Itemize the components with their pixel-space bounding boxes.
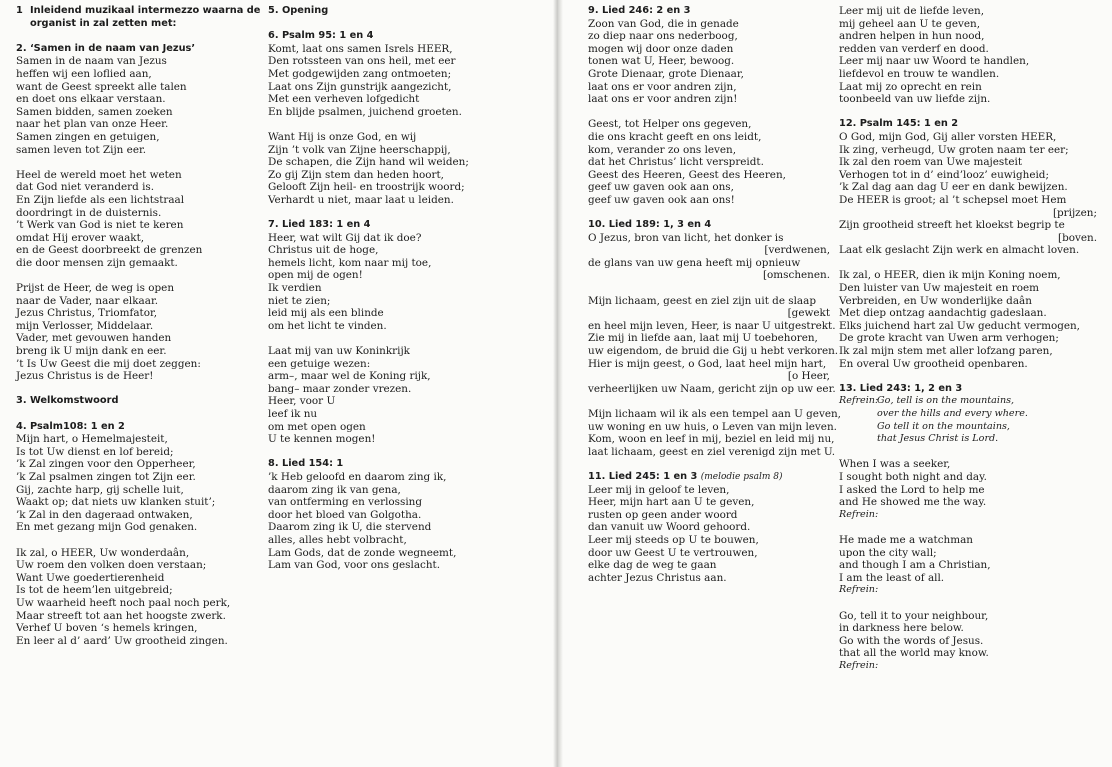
line: Laat mij zo oprecht en rein [839, 80, 982, 93]
section-6 [268, 30, 469, 206]
line: Samen in de naam van Jezus [16, 55, 167, 68]
line: Elks juichend hart zal Uw geducht vermogen, [839, 319, 1080, 332]
line: He made me a watchman [839, 533, 973, 546]
line: Verbreiden, en Uw wonderlijke daân [839, 294, 1032, 307]
page-fold [553, 0, 563, 767]
line: En Zijn liefde als een lichtstraal [16, 193, 185, 206]
line: upon the city wall; [839, 546, 937, 559]
verse [588, 232, 830, 282]
line: door uw Geest U te vertrouwen, [588, 546, 758, 559]
line: Go, tell it to your neighbour, [839, 609, 989, 622]
line: Daarom zing ik U, die stervend [268, 521, 432, 534]
line: in darkness here below. [839, 622, 964, 635]
line: and He showed me the way. [839, 496, 987, 509]
verse [268, 43, 469, 119]
line: breng ik U mijn dank en eer. [16, 345, 167, 358]
verse [588, 118, 830, 206]
line: Mijn lichaam, geest en ziel zijn uit de slaap [588, 294, 816, 307]
line: hemels licht, kom naar mij toe, [268, 256, 432, 269]
line: geef uw gaven ook aan ons! [588, 193, 735, 206]
line: [gewekt [787, 307, 830, 320]
line: Go with the words of Jesus. [839, 634, 984, 647]
line: ’k Zal zingen voor den Opperheer, [16, 458, 196, 471]
line: Geest des Heeren, Geest des Heeren, [588, 168, 786, 181]
section-title: 4. Psalm108: 1 en 2 [16, 420, 125, 432]
line: Go, tell is on the mountains, [877, 395, 1015, 407]
verse [268, 232, 469, 333]
line: Mijn lichaam wil ik als een tempel aan U geven, [588, 408, 841, 420]
line: that all the world may know. [839, 647, 989, 660]
line: ’k Zal in den dageraad ontwaken, [16, 508, 193, 521]
line: Ik zal mijn stem met aller lofzang paren, [839, 345, 1053, 358]
section-13 [839, 383, 1097, 673]
line: naar het plan van onze Heer. [16, 118, 169, 131]
verse [268, 471, 469, 572]
verse [839, 458, 1097, 508]
line: dan vanuit uw Woord gehoord. [588, 521, 751, 534]
line: [omschenen. [763, 269, 830, 282]
line: die door mensen zijn gemaakt. [16, 256, 178, 269]
refrain [839, 395, 1097, 445]
line: Kom, woon en leef in mij, beziel en leid mij nu, [588, 433, 835, 446]
line: omdat Hij erover waakt, [16, 231, 145, 244]
line: Is tot Uw dienst en lof bereid; [16, 445, 174, 458]
line: De grote kracht van Uwen arm verhogen; [839, 332, 1059, 345]
section-subtitle: (melodie psalm 8) [700, 471, 783, 482]
line: O Jezus, bron van licht, het donker is [588, 231, 784, 244]
line: Lam Gods, dat de zonde wegneemt, [268, 546, 457, 559]
line: en heel mijn leven, Heer, is naar U uitgestrekt. [588, 319, 836, 332]
line: Met een verheven lofgedicht [268, 93, 420, 106]
section-7 [268, 219, 469, 446]
line: De schapen, die Zijn hand wil weiden; [268, 156, 469, 169]
line: dat God niet veranderd is. [16, 181, 155, 194]
line: and though I am a Christian, [839, 559, 991, 572]
line: elke dag de weg te gaan [588, 559, 717, 572]
line: Heer, mijn hart aan U te geven, [588, 496, 755, 509]
line: Laat mij van uw Koninkrijk [268, 345, 410, 358]
verse [839, 534, 1097, 584]
line: Heer, wat wilt Gij dat ik doe? [268, 231, 422, 244]
line: Zoon van God, die in genade [588, 17, 739, 30]
line: Samen bidden, samen zoeken [16, 105, 173, 118]
line: en de Geest doorbreekt de grenzen [16, 244, 203, 257]
line: over the hills and every where. [877, 408, 1028, 419]
line: Den rotssteen van ons heil, met eer [268, 55, 456, 68]
verse [839, 131, 1097, 257]
line: mij geheel aan U te geven, [839, 17, 981, 30]
section-title: 11. Lied 245: 1 en 3 [588, 470, 698, 482]
line: Laat elk geslacht Zijn werk en almacht loven. [839, 244, 1080, 257]
lines [588, 319, 839, 370]
line: om het licht te vinden. [268, 319, 387, 332]
line: ’k Zal psalmen zingen tot Zijn eer. [16, 470, 196, 483]
line: Maar streeft tot aan het hoogste zwerk. [16, 609, 226, 622]
verse [588, 294, 839, 396]
line: arm–, maar wel de Koning rijk, [268, 370, 431, 383]
line: Is tot de heem’len uitgebreid; [16, 584, 173, 597]
section-12 [839, 118, 1097, 370]
verse [268, 345, 469, 446]
line: Vader, met gevouwen handen [16, 332, 172, 345]
line: Verhogen tot in d’ eind’looz’ euwigheid; [839, 168, 1049, 181]
line: Zie mij in liefde aan, laat mij U toebehoren, [588, 332, 818, 345]
line: ’t Is Uw Geest die mij doet zeggen: [16, 357, 201, 370]
column-4 [839, 5, 1097, 672]
line: I am the least of all. [839, 571, 945, 584]
section-8 [268, 458, 469, 571]
line: Ik verdien [268, 282, 322, 295]
line: tonen wat U, Heer, bewoog. [588, 55, 735, 68]
line: When I was a seeker, [839, 458, 951, 471]
verse [16, 169, 260, 270]
line: U te kennen mogen! [268, 433, 376, 446]
line: alles, alles hebt volbracht, [268, 533, 407, 546]
line: [verdwenen, [764, 244, 830, 257]
line: Samen zingen en getuigen, [16, 130, 160, 143]
column-3 [588, 5, 841, 584]
line: door het bloed van Golgotha. [268, 508, 422, 521]
line: Verhef U boven ‘s hemels kringen, [16, 622, 198, 635]
verse [588, 18, 830, 106]
line: andren helpen in hun nood, [839, 30, 985, 43]
line: Uw roem den volken doen verstaan; [16, 559, 207, 572]
line: laat ons er voor andren zijn, [588, 80, 737, 93]
line: die ons kracht geeft en ons leidt, [588, 130, 762, 143]
line: Want Uwe goedertierenheid [16, 571, 165, 584]
line: Ik zing, verheugd, Uw groten naam ter eer; [839, 143, 1069, 156]
refrain-label: Refrein: [839, 508, 879, 520]
line: van ontferming en verlossing [268, 496, 423, 509]
verse [16, 433, 260, 534]
line: liefdevol en trouw te wandlen. [839, 67, 1000, 80]
line: Zijn ’t volk van Zijne heerschappij, [268, 143, 451, 156]
line: I sought both night and day. [839, 470, 987, 483]
line: want de Geest spreekt alle talen [16, 80, 187, 93]
line: bang– maar zonder vrezen. [268, 382, 412, 395]
line: Komt, laat ons samen Isrels HEER, [268, 42, 453, 55]
line: redden van verderf en dood. [839, 42, 989, 55]
line: niet te zien; [268, 294, 331, 307]
verse [16, 55, 260, 156]
section-title: Inleidend muzikaal intermezzo waarna de [30, 5, 261, 16]
line: Gelooft Zijn heil- en troostrijk woord; [268, 181, 465, 194]
line: Hier is mijn geest, o God, laat heel mijn hart, [588, 357, 827, 370]
line: en doet ons elkaar verstaan. [16, 93, 166, 106]
section-title: 10. Lied 189: 1, 3 en 4 [588, 219, 712, 231]
line: ’k Heb geloofd en daarom zing ik, [268, 470, 447, 483]
line: [prijzen; [1052, 206, 1097, 219]
line: Gij, zachte harp, gij schelle luit, [16, 483, 184, 496]
line: Ik zal, o HEER, dien ik mijn Koning noem, [839, 269, 1061, 282]
line: Leer mij steeds op U te bouwen, [588, 533, 759, 546]
line: een getuige wezen: [268, 357, 371, 370]
line: toonbeeld van uw liefde zijn. [839, 93, 991, 106]
line: Heer, voor U [268, 395, 336, 408]
line: laat lichaam, geest en ziel verenigd zijn met U. [588, 445, 836, 458]
line: Leer mij naar uw Woord te handlen, [839, 55, 1030, 68]
section-title: 6. Psalm 95: 1 en 4 [268, 30, 374, 42]
section-4 [16, 421, 260, 648]
line: Den luister van Uw majesteit en roem [839, 282, 1039, 295]
line: Uw waarheid heeft noch paal noch perk, [16, 596, 231, 609]
line: mijn Verlosser, Middelaar. [16, 319, 154, 332]
section-title: 7. Lied 183: 1 en 4 [268, 219, 371, 231]
line: Met diep ontzag aandachtig gadeslaan. [839, 307, 1047, 320]
line: Ik zal, o HEER, Uw wonderdaân, [16, 546, 190, 559]
line: Lam van God, voor ons geslacht. [268, 559, 440, 572]
line: naar de Vader, naar elkaar. [16, 294, 159, 307]
line: laat ons er voor andren zijn! [588, 93, 738, 106]
line: Waakt op; dat niets uw klanken stuit’; [16, 496, 216, 509]
line: Met godgewijden zang ontmoeten; [268, 67, 452, 80]
verse [588, 408, 841, 458]
line: Zijn grootheid streeft het kloekst begrip te [839, 219, 1065, 232]
line: daarom zing ik van gena, [268, 483, 401, 496]
line: mogen wij door onze daden [588, 42, 734, 55]
line: leef ik nu [268, 408, 318, 420]
section-5-title: 5. Opening [268, 5, 329, 16]
line: Laat ons Zijn gunstrijk aangezicht, [268, 80, 452, 93]
verse [588, 484, 830, 585]
line: samen leven tot Zijn eer. [16, 143, 147, 156]
line: heffen wij een loflied aan, [16, 67, 152, 80]
verse [16, 547, 260, 648]
section-3-title: 3. Welkomstwoord [16, 395, 119, 407]
line: verheerlijken uw Naam, gericht zijn op uw eer. [588, 382, 836, 395]
line: uw eigendom, de bruid die Gij u hebt verkoren. [588, 345, 839, 358]
line: de glans van uw gena heeft mij opnieuw [588, 256, 801, 269]
line: Jezus Christus is de Heer! [16, 370, 154, 383]
line: O God, mijn God, Gij aller vorsten HEER, [839, 130, 1057, 143]
line: rusten op geen ander woord [588, 508, 738, 521]
section-title: 13. Lied 243: 1, 2 en 3 [839, 382, 963, 394]
verse [16, 282, 260, 383]
line: zo diep naar ons nederboog, [588, 30, 738, 43]
section-title-cont: organist in zal zetten met: [30, 17, 177, 29]
section-title: 2. ‘Samen in de naam van Jezus’ [16, 42, 196, 54]
verse [839, 5, 1097, 106]
line: I asked the Lord to help me [839, 483, 985, 496]
verse [268, 131, 469, 207]
column-2 [268, 5, 469, 572]
refrain-label: Refrein: [839, 659, 879, 671]
line: Prijst de Heer, de weg is open [16, 282, 175, 295]
line: Grote Dienaar, grote Dienaar, [588, 67, 744, 80]
section-10 [588, 219, 841, 458]
line: [o Heer, [787, 370, 830, 383]
line: Zo gij Zijn stem dan heden hoort, [268, 168, 444, 181]
section-title: 8. Lied 154: 1 [268, 458, 344, 470]
line: Mijn hart, o Hemelmajesteit, [16, 433, 168, 446]
section-number: 1 [16, 5, 23, 16]
line: open mij de ogen! [268, 269, 363, 282]
line: kom, verander zo ons leven, [588, 143, 737, 156]
line: leid mij als een blinde [268, 307, 384, 320]
line: Want Hij is onze God, en wij [268, 130, 417, 143]
line: ’k Zal dag aan dag U eer en dank bewijzen. [839, 181, 1068, 194]
column-1 [16, 5, 260, 647]
verse [839, 610, 1097, 660]
line: Christus uit de hoge, [268, 244, 379, 257]
verse [839, 269, 1097, 370]
lines [839, 131, 1097, 207]
section-title: 9. Lied 246: 2 en 3 [588, 5, 691, 16]
section-title: 12. Psalm 145: 1 en 2 [839, 118, 959, 130]
line: ’t Werk van God is niet te keren [16, 219, 184, 232]
section-11 [588, 471, 830, 584]
line: Ik zal den roem van Uwe majesteit [839, 156, 1023, 169]
refrain-label: Refrein: [839, 584, 879, 596]
section-2 [16, 43, 260, 383]
line: De HEER is groot; al ’t schepsel moet Hem [839, 193, 1067, 206]
line: om met open ogen [268, 420, 366, 433]
line: En overal Uw grootheid openbaren. [839, 357, 1028, 370]
line: that Jesus Christ is Lord. [877, 433, 999, 445]
line: En leer al d’ aard’ Uw grootheid zingen. [16, 634, 228, 647]
line: geef uw gaven ook aan ons, [588, 181, 734, 194]
line: Geest, tot Helper ons gegeven, [588, 118, 752, 131]
line: Jezus Christus, Triomfator, [16, 307, 158, 320]
line: Leer mij in geloof te leven, [588, 483, 730, 496]
line: achter Jezus Christus aan. [588, 571, 727, 584]
line: Verhardt u niet, maar laat u leiden. [268, 193, 454, 206]
line: [boven. [1058, 231, 1097, 244]
line: Heel de wereld moet het weten [16, 168, 182, 181]
line: uw woning en uw huis, o Leven van mijn leven. [588, 420, 837, 433]
refrain-label: Refrein: [839, 395, 879, 407]
section-9 [588, 5, 830, 207]
line: dat het Christus’ licht verspreidt. [588, 156, 764, 169]
line: Leer mij uit de liefde leven, [839, 5, 984, 17]
line: doordringt in de duisternis. [16, 206, 162, 219]
line: En blijde psalmen, juichend groeten. [268, 105, 462, 118]
section-1 [16, 5, 260, 30]
line: Go tell it on the mountains, [877, 420, 1010, 432]
line: En met gezang mijn God genaken. [16, 521, 198, 534]
